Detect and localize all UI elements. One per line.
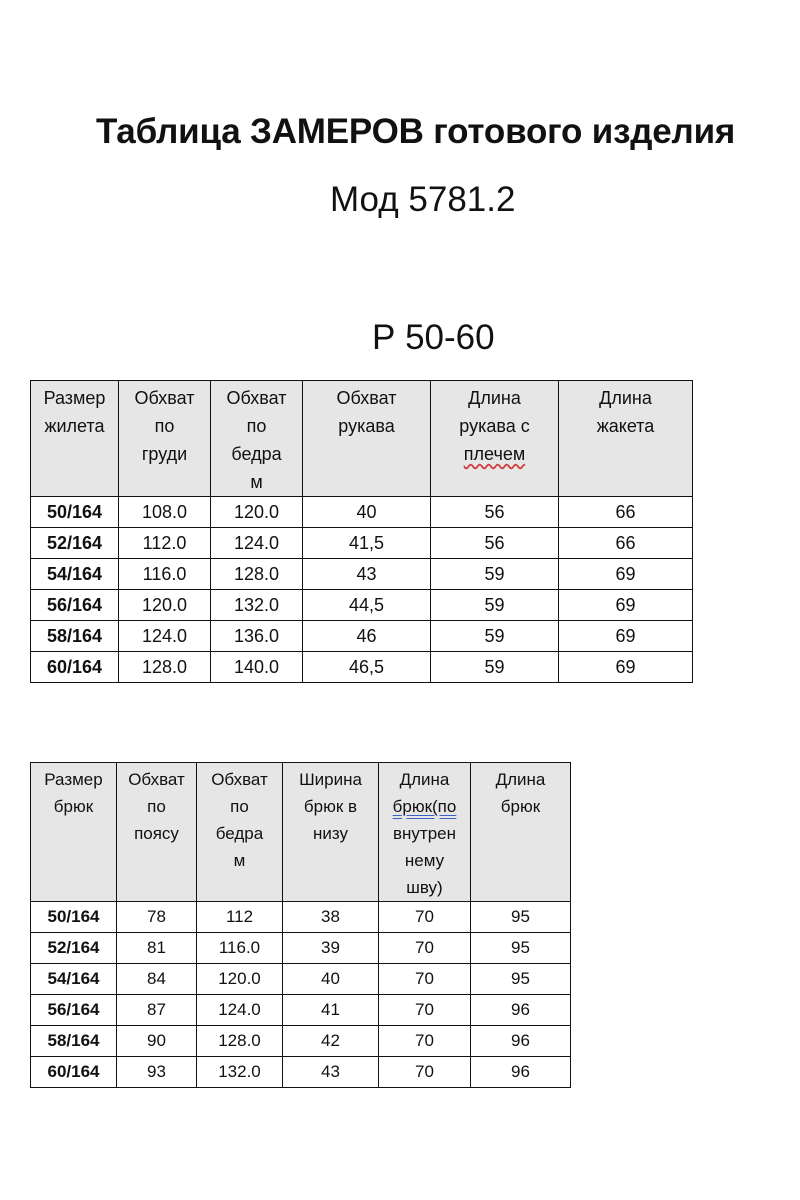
inseam-length-cell: 70	[379, 964, 471, 995]
sleeve-girth-cell: 46,5	[303, 652, 431, 683]
sleeve-length-cell: 56	[431, 497, 559, 528]
inseam-length-cell: 70	[379, 995, 471, 1026]
inseam-length-cell: 70	[379, 1057, 471, 1088]
pants-length-cell: 95	[471, 964, 571, 995]
table-row	[31, 528, 693, 559]
document-title: Таблица ЗАМЕРОВ готового изделия	[96, 112, 736, 151]
sleeve-length-cell: 59	[431, 621, 559, 652]
vest-header-jacket-length: Длина жакета	[559, 381, 693, 497]
waist-cell: 87	[117, 995, 197, 1026]
chest-cell: 124.0	[119, 621, 211, 652]
table-row	[31, 933, 571, 964]
table-row	[31, 902, 571, 933]
pants-header-size: Размер брюк	[31, 763, 117, 902]
table-row	[31, 1057, 571, 1088]
waist-cell: 90	[117, 1026, 197, 1057]
sleeve-girth-cell: 40	[303, 497, 431, 528]
pants-length-cell: 95	[471, 933, 571, 964]
jacket-length-cell: 66	[559, 528, 693, 559]
pants-measurements-table	[30, 762, 571, 1088]
jacket-length-cell: 69	[559, 652, 693, 683]
vest-header-size: Размер жилета	[31, 381, 119, 497]
chest-cell: 128.0	[119, 652, 211, 683]
size-cell: 60/164	[31, 1057, 117, 1088]
sleeve-girth-cell: 43	[303, 559, 431, 590]
waist-cell: 93	[117, 1057, 197, 1088]
pants-header-waist: Обхват по поясу	[117, 763, 197, 902]
pants-length-cell: 96	[471, 1057, 571, 1088]
size-cell: 56/164	[31, 590, 119, 621]
hips-cell: 128.0	[197, 1026, 283, 1057]
table-row	[31, 995, 571, 1026]
jacket-length-cell: 66	[559, 497, 693, 528]
size-cell: 50/164	[31, 497, 119, 528]
sleeve-length-cell: 59	[431, 559, 559, 590]
bottom-width-cell: 43	[283, 1057, 379, 1088]
chest-cell: 120.0	[119, 590, 211, 621]
hips-cell: 120.0	[197, 964, 283, 995]
hips-cell: 112	[197, 902, 283, 933]
hips-cell: 132.0	[211, 590, 303, 621]
inseam-length-cell: 70	[379, 933, 471, 964]
hips-cell: 116.0	[197, 933, 283, 964]
table-row	[31, 559, 693, 590]
waist-cell: 81	[117, 933, 197, 964]
vest-header-row	[31, 381, 693, 497]
waist-cell: 78	[117, 902, 197, 933]
jacket-length-cell: 69	[559, 590, 693, 621]
bottom-width-cell: 42	[283, 1026, 379, 1057]
table-row	[31, 590, 693, 621]
pants-header-row	[31, 763, 571, 902]
vest-measurements-table	[30, 380, 693, 683]
chest-cell: 112.0	[119, 528, 211, 559]
jacket-length-cell: 69	[559, 559, 693, 590]
sleeve-girth-cell: 46	[303, 621, 431, 652]
sleeve-length-cell: 56	[431, 528, 559, 559]
hips-cell: 124.0	[211, 528, 303, 559]
size-cell: 54/164	[31, 559, 119, 590]
size-cell: 52/164	[31, 933, 117, 964]
sleeve-length-cell: 59	[431, 590, 559, 621]
vest-header-chest: Обхват по груди	[119, 381, 211, 497]
pants-length-cell: 96	[471, 1026, 571, 1057]
size-cell: 56/164	[31, 995, 117, 1026]
inseam-length-cell: 70	[379, 1026, 471, 1057]
table-row	[31, 1026, 571, 1057]
pants-header-inseam-length: Длина брюк(по внутрен нему шву)	[379, 763, 471, 902]
bottom-width-cell: 40	[283, 964, 379, 995]
size-cell: 58/164	[31, 1026, 117, 1057]
chest-cell: 116.0	[119, 559, 211, 590]
pants-length-cell: 95	[471, 902, 571, 933]
model-number: Мод 5781.2	[330, 180, 516, 219]
bottom-width-cell: 41	[283, 995, 379, 1026]
bottom-width-cell: 39	[283, 933, 379, 964]
pants-header-hips: Обхват по бедра м	[197, 763, 283, 902]
hips-cell: 124.0	[197, 995, 283, 1026]
jacket-length-cell: 69	[559, 621, 693, 652]
chest-cell: 108.0	[119, 497, 211, 528]
hips-cell: 132.0	[197, 1057, 283, 1088]
pants-header-bottom-width: Ширина брюк в низу	[283, 763, 379, 902]
vest-header-sleeve-girth: Обхват рукава	[303, 381, 431, 497]
table-row	[31, 621, 693, 652]
sleeve-girth-cell: 44,5	[303, 590, 431, 621]
size-cell: 50/164	[31, 902, 117, 933]
bottom-width-cell: 38	[283, 902, 379, 933]
table-row	[31, 652, 693, 683]
table-row	[31, 497, 693, 528]
table-row	[31, 964, 571, 995]
hips-cell: 140.0	[211, 652, 303, 683]
vest-header-hips: Обхват по бедра м	[211, 381, 303, 497]
hips-cell: 120.0	[211, 497, 303, 528]
hips-cell: 136.0	[211, 621, 303, 652]
pants-length-cell: 96	[471, 995, 571, 1026]
sleeve-length-cell: 59	[431, 652, 559, 683]
waist-cell: 84	[117, 964, 197, 995]
size-cell: 54/164	[31, 964, 117, 995]
hips-cell: 128.0	[211, 559, 303, 590]
size-range: Р 50-60	[372, 318, 495, 357]
size-cell: 58/164	[31, 621, 119, 652]
vest-header-sleeve-length: Длина рукава с плечем	[431, 381, 559, 497]
sleeve-girth-cell: 41,5	[303, 528, 431, 559]
inseam-length-cell: 70	[379, 902, 471, 933]
pants-header-length: Длина брюк	[471, 763, 571, 902]
size-cell: 52/164	[31, 528, 119, 559]
size-cell: 60/164	[31, 652, 119, 683]
